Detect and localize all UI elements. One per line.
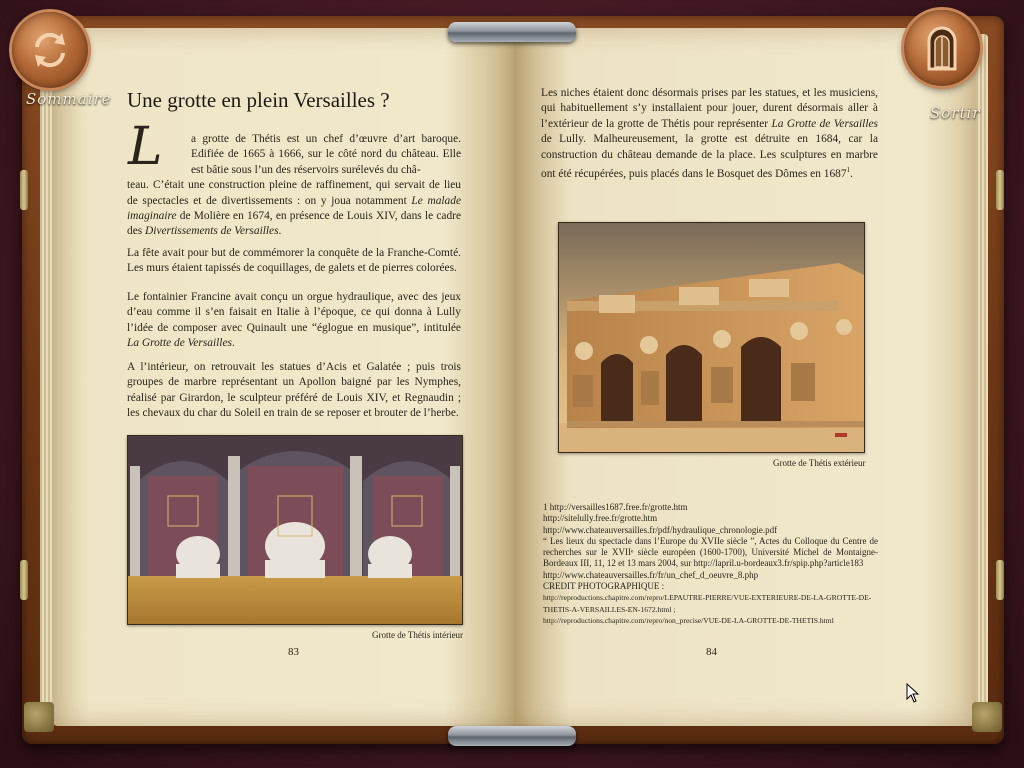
grotto-interior-image: [127, 435, 463, 625]
footnote-marker: 1: [846, 166, 851, 175]
paragraph-fete: La fête avait pour but de commémorer la conquête de la Franche-Comté. Les murs étaient tapissés de coquillages, de galets et de pierres colorées.: [127, 247, 461, 275]
grotto-exterior-image: [558, 222, 865, 453]
paragraph-intro-text: teau. C’était une construction pleine de raffinement, qui servait de lieu de spectacles et de divertissements : on y joua notamment: [127, 179, 461, 207]
paragraph-intro-text: .: [278, 225, 282, 238]
italic-title: Divertissements de Versailles: [145, 225, 279, 238]
corner-bottom-left: [24, 702, 54, 732]
reference-item: http://reproductions.chapitre.com/repro/LEPAUTRE-PIERRE/VUE-EXTERIEURE-DE-LA-GROTTE-DE-THETIS-A-VERSAILLES-EN-1672.html ;: [543, 593, 872, 614]
page-edges-right: [974, 34, 988, 724]
reference-item: “ Les lieux du spectacle dans l’Europe du XVIIe siècle ”, Actes du Colloque du Centre de recherches sur le XVIIᵉ siècle européen (1600-1700), Université Michel de Montaigne-Bordeaux III, 11, 12 et 13 mars 2004, sur http://lapril.u-bordeaux3.fr/spip.php?article183: [543, 535, 878, 569]
paragraph-intro: [127, 132, 461, 240]
paragraph-intro-text: de Molière en 1674, en présence de Louis XIV, dans le cadre des: [127, 210, 461, 238]
paragraph-organ-text: Le fontainier Francine avait conçu un orgue hydraulique, avec des jeux d’eau comme il s’en faisait en Italie à l’époque, ce qui donna à Lully l’idée de composer avec Quinault une “églogue en musique”, intitulée: [127, 291, 461, 334]
paragraph-niches: [541, 86, 878, 182]
reference-item: http://reproductions.chapitre.com/repro/non_precise/VUE-DE-LA-GROTTE-DE-THETIS.html: [543, 615, 834, 625]
summary-label[interactable]: Sommaire: [26, 90, 112, 108]
page-clip: [996, 170, 1004, 210]
door-icon: [917, 23, 967, 73]
italic-title: Le malade imaginaire: [127, 194, 461, 223]
italic-title: La Grotte de Versailles: [127, 337, 232, 350]
page-clip: [20, 560, 28, 600]
page-title: Une grotte en plein Versailles ?: [127, 88, 390, 112]
paragraph-niches-text: .: [850, 167, 853, 180]
spine-clasp-bottom: [448, 726, 576, 746]
refresh-icon: [25, 25, 75, 75]
page-number-right: 84: [706, 646, 717, 658]
reference-item: CREDIT PHOTOGRAPHIQUE :: [543, 581, 665, 592]
paragraph-organ-text: .: [231, 337, 235, 350]
image-caption-interior: Grotte de Thétis intérieur: [372, 630, 464, 640]
page-number-left: 83: [288, 646, 299, 658]
paragraph-interior: A l’intérieur, on retrouvait les statues d’Acis et Galatée ; puis trois groupes de marbre représentant un Apollon baigné par les Nymphes, réalisé par Girardon, le sculpteur préféré de Louis XIV, et Regnaudin ; les chevaux du char du Soleil en train de se reposer et brouter de l’herbe.: [127, 361, 461, 420]
image-caption-exterior: Grotte de Thétis extérieur: [773, 458, 866, 468]
exit-button[interactable]: [904, 10, 980, 86]
mouse-cursor-icon: [906, 683, 920, 703]
spine-clasp-top: [448, 22, 576, 42]
dropcap-letter: L: [128, 117, 163, 177]
paragraph-intro-first-lines: a grotte de Thétis est un chef d’œuvre d’art baroque. Edifiée de 1665 à 1666, sur le côté nord du château. Elle est bâtie sous l’un des réservoirs surélevés du châ-: [191, 133, 461, 176]
paragraph-niches-text: de Lully. Malheureusement, la grotte est détruite en 1684, car la construction du château demande de la place. Les sculptures en marbre ont été récupérées, puis placés dans le Bosquet des Dômes en 1687: [541, 133, 878, 180]
summary-button[interactable]: [12, 12, 88, 88]
exit-label[interactable]: Sortir: [930, 104, 981, 122]
corner-bottom-right: [972, 702, 1002, 732]
page-clip: [20, 170, 28, 210]
paragraph-niches-text: Les niches étaient donc désormais prises par les statues, et les musiciens, qui habituellement s’y installaient pour jouer, durent désormais aller à l’extérieur de la grotte de Thétis pour représenter: [541, 87, 878, 130]
italic-title: La Grotte de Versailles: [771, 117, 878, 130]
reference-item: http://www.chateauversailles.fr/pdf/hydraulique_chronologie.pdf: [543, 524, 778, 535]
page-clip: [996, 560, 1004, 600]
reference-item: 1 http://versailles1687.free.fr/grotte.htm: [543, 502, 688, 512]
reference-item: http://sitelully.free.fr/grotte.htm: [543, 513, 658, 524]
reference-item: http://www.chateauversailles.fr/fr/un_chef_d_oeuvre_8.php: [543, 569, 759, 580]
paragraph-organ: [127, 290, 461, 352]
references-list: [543, 502, 878, 626]
